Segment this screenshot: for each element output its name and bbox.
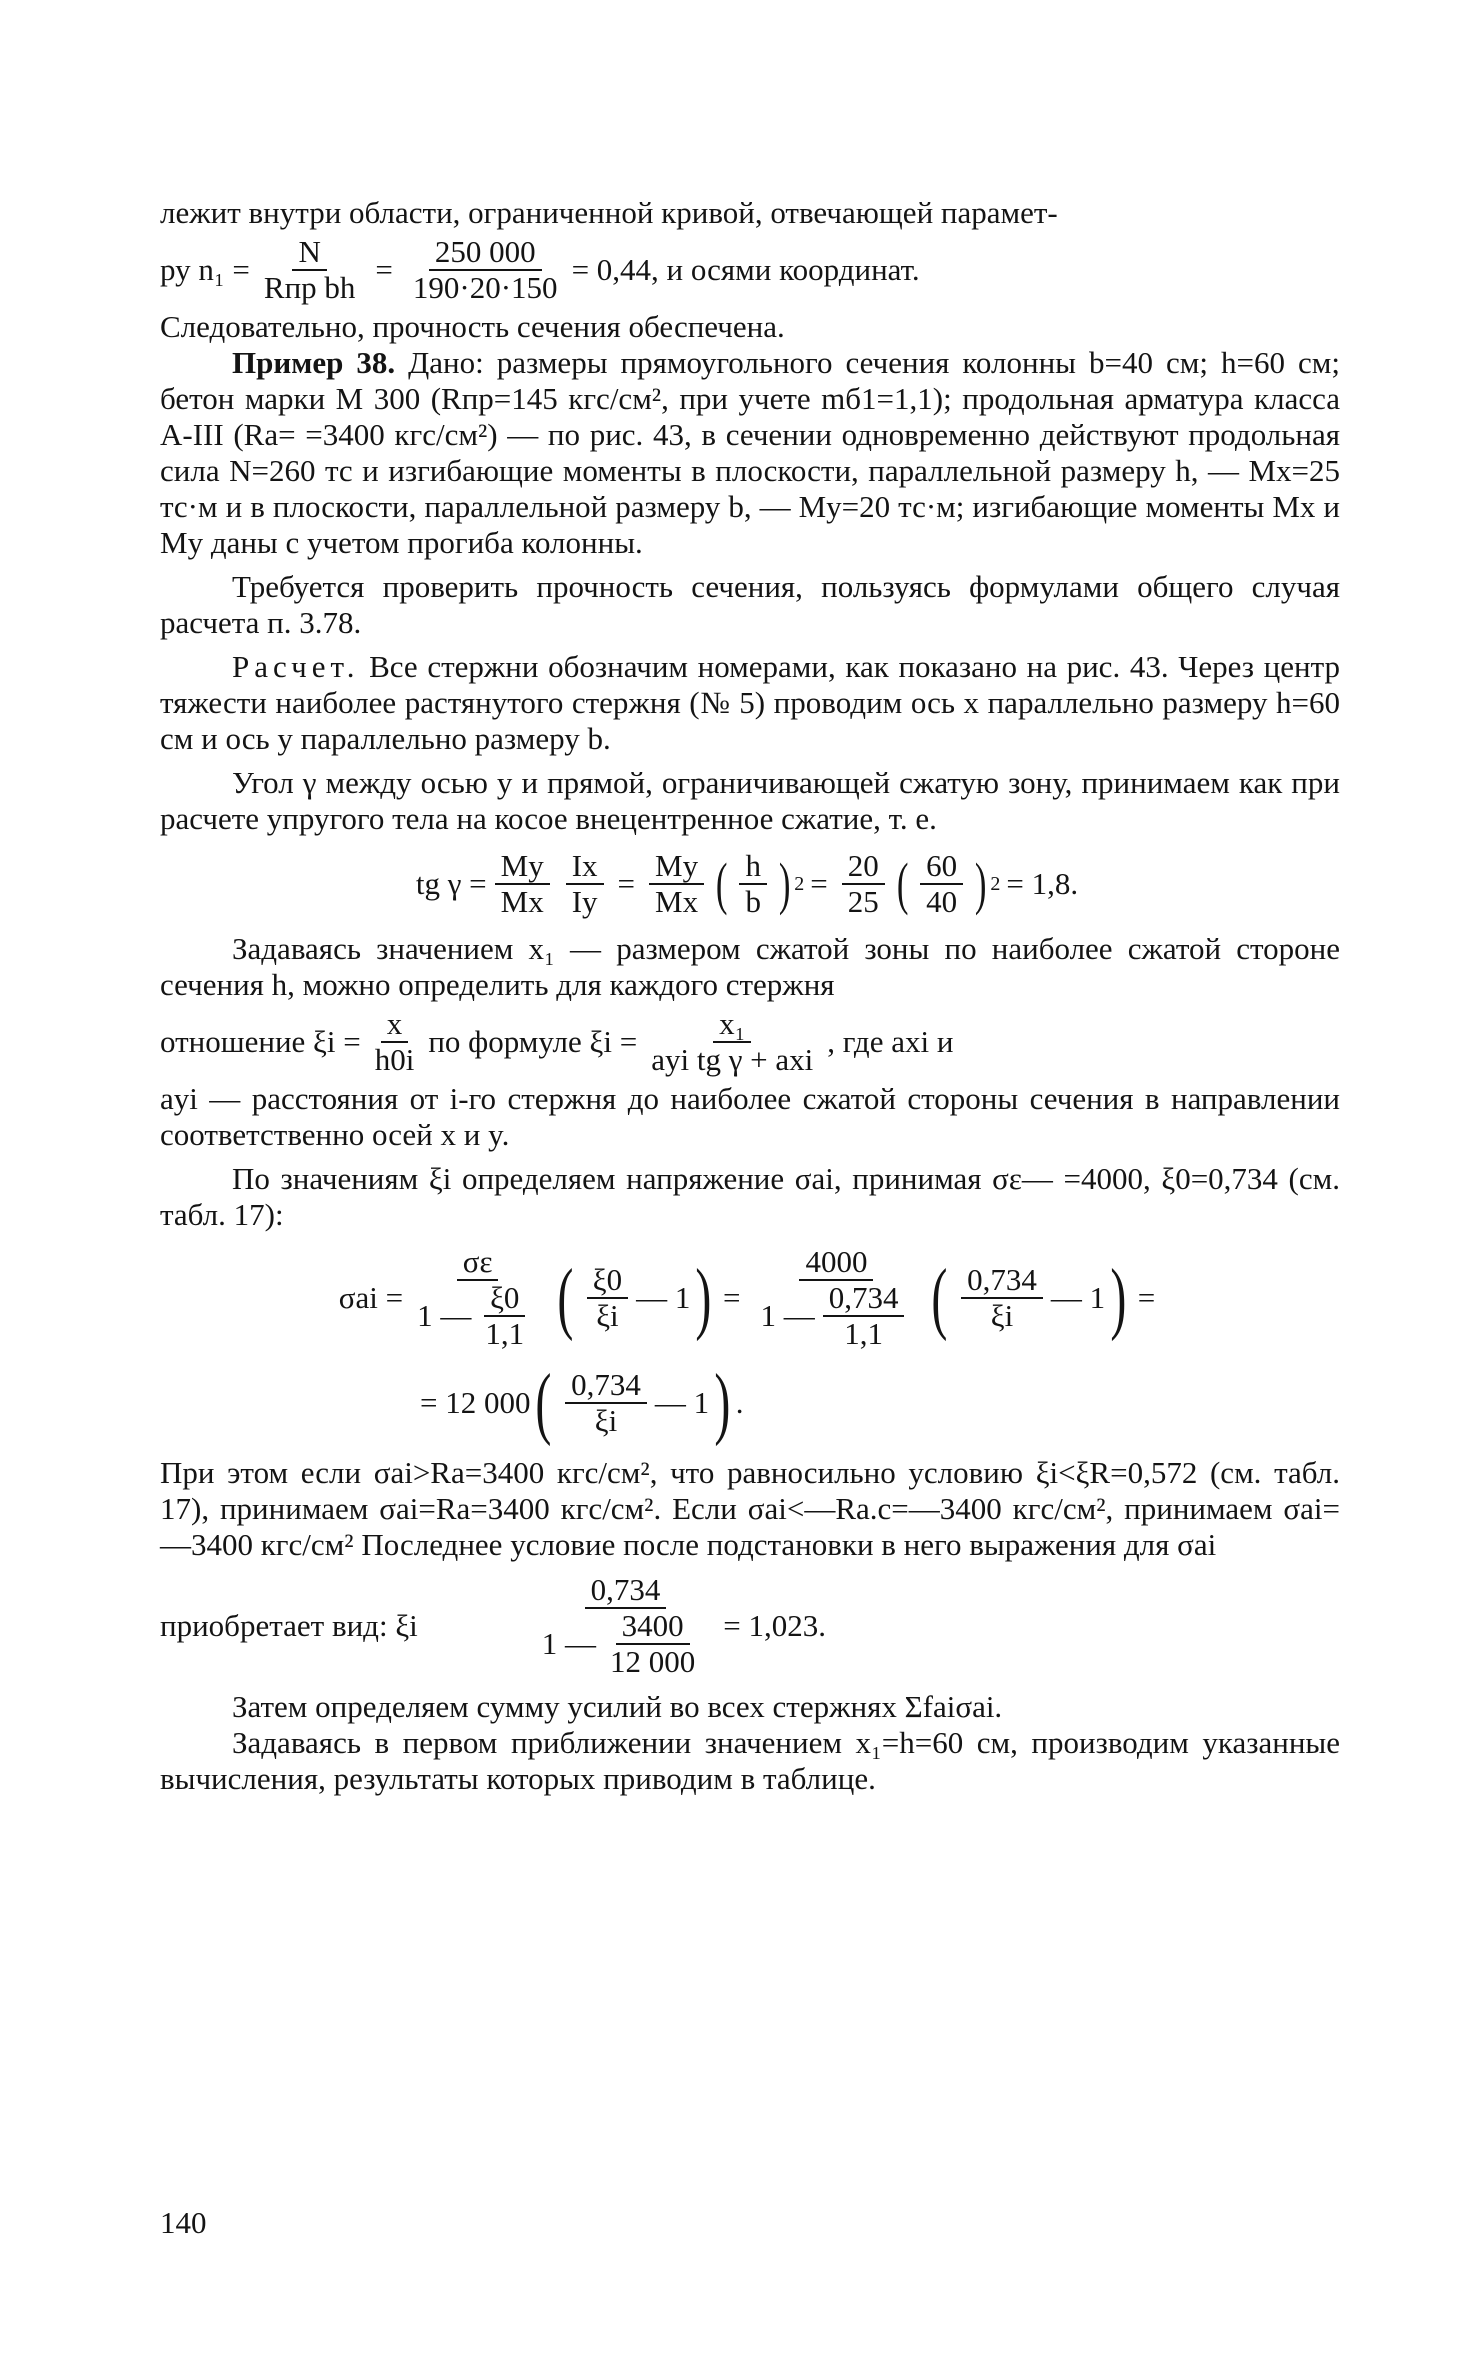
requirement-paragraph: Требуется проверить прочность сечения, пользуясь формулами общего случая расчета п. 3.78. [160,569,1340,640]
right-paren: ) [714,1359,731,1447]
calculation-paragraph [160,649,1340,757]
fraction [842,849,885,919]
acquires-lhs: приобретает вид: ξi [160,1608,418,1643]
example-text: Дано: размеры прямоугольного сечения колонны b=40 см; h=60 см; бетон марки М 300 (Rпр=145 кгс/см², при учете mб1=1,1); продольная арматура класса А-III (Rа= =3400 кгс/см²) — по рис. 43, в сечении одновременно действуют продольная сила N=260 тс и изгибающие моменты в плоскости, параллельной размеру h, — Mx=25 тс·м и в плоскости, параллельной размеру b, — My=20 тс·м; изгибающие моменты Mx и My даны с учетом прогиба колонны. [160,345,1340,560]
denominator: h0i [374,1042,415,1077]
fraction [645,1007,819,1077]
numerator: 0,734 [585,1573,667,1609]
formula-tg-gamma [160,849,1340,919]
fraction [536,1573,716,1679]
acquires-rhs: = 1,023. [723,1608,826,1643]
numerator: 4000 [799,1245,873,1281]
sigma-lhs: σai = [338,1280,404,1315]
example-paragraph [160,345,1340,561]
page-number: 140 [160,2205,207,2240]
x1-paragraph: Задаваясь значением x₁ — размером сжатой зоны по наиболее сжатой стороне сечения h, можно определить для каждого стержня [160,931,1340,1002]
right-paren: ) [695,1254,712,1342]
fraction [920,849,963,919]
right-paren: ) [1110,1254,1127,1342]
numerator: x [381,1007,409,1043]
numerator: 0,734 [961,1263,1043,1299]
fraction [407,235,564,305]
denominator: 1,1 [844,1316,883,1351]
example-label: Пример 38. [232,345,396,380]
numerator: My [495,849,550,885]
numerator: ξ0 [587,1263,628,1299]
denominator: ξi [594,1403,618,1438]
denominator: ξi [596,1298,619,1333]
denominator-lead: 1 — [417,1298,472,1333]
fraction [565,1368,647,1438]
fraction [369,1007,421,1077]
formula-n1 [160,235,1340,305]
fraction [649,849,704,919]
fraction [495,849,550,919]
denominator-lead: 1 — [541,1626,596,1661]
final-paragraph: Задаваясь в первом приближении значением x₁=h=60 см, производим указанные вычисления, результаты которых приводим в таблице. [160,1725,1340,1796]
angle-paragraph: Угол γ между осью y и прямой, ограничивающей сжатую зону, принимаем как при расчете упругого тела на косое внецентренное сжатие, т. е. [160,765,1340,836]
denominator: Mx [500,884,544,919]
fraction [258,235,362,305]
numerator: My [649,849,704,885]
denominator: ξi [990,1298,1014,1333]
formula-sigma-simplified [420,1359,1340,1447]
formula-sigma [160,1245,1340,1351]
formula-n1-rhs: = 0,44, и осями координат. [571,252,920,287]
numerator: Ix [566,849,604,885]
denominator [536,1609,716,1679]
denominator: 1,1 [485,1316,525,1351]
numerator: 60 [920,849,963,885]
fraction [961,1263,1043,1333]
numerator: N [292,235,326,271]
calculation-label: Расчет. [232,649,360,684]
minus-one: — 1 [636,1280,691,1315]
denominator: Iy [571,884,598,919]
left-paren: ( [557,1254,574,1342]
minus-one: — 1 [1050,1280,1106,1315]
equals-sign: = [1137,1280,1156,1315]
fraction [411,1245,544,1351]
numerator: 0,734 [823,1281,905,1317]
formula-n1-lhs: ру n₁ = [160,252,250,287]
numerator: h [739,849,767,885]
exponent: 2 [794,873,805,895]
condition-paragraph: При этом если σai>Rа=3400 кгс/см², что равносильно условию ξi<ξR=0,572 (см. табл. 17), принимаем σai=Rа=3400 кгс/см². Если σai<—Rа.с=—3400 кгс/см², принимаем σai=—3400 кгс/см² Последнее условие после подстановки в него выражения для σai [160,1455,1340,1562]
fraction [587,1263,628,1333]
right-paren: ) [778,851,791,916]
denominator [411,1281,544,1351]
formula-acquires [160,1573,1340,1679]
numerator: x₁ [713,1007,751,1043]
denominator [754,1281,918,1351]
numerator: 0,734 [565,1368,647,1404]
minus-one: — 1 [654,1385,710,1420]
right-paren: ) [974,851,987,916]
equals-sign: = [617,866,636,901]
equals-sign: = [810,866,828,901]
exponent: 2 [990,873,1001,895]
relation-mid: по формуле ξi = [428,1024,638,1059]
fraction [739,849,767,919]
fraction [479,1281,530,1351]
fraction [566,849,604,919]
numerator: ξ0 [484,1281,525,1317]
left-paren: ( [535,1359,552,1447]
calculation-text: Все стержни обозначим номерами, как показано на рис. 43. Через центр тяжести наиболее растянутого стержня (№ 5) проводим ось x параллельно размеру h=60 см и ось y параллельно размеру b. [160,649,1340,756]
denominator: 12 000 [610,1644,696,1679]
fraction [604,1609,701,1679]
sum-paragraph: Затем определяем сумму усилий во всех стержнях Σfaiσai. [232,1689,1003,1724]
left-paren: ( [896,851,909,916]
denominator-lead: 1 — [760,1298,815,1333]
relation-rhs: , где axi и [827,1024,954,1059]
paragraph-intro: лежит внутри области, ограниченной кривой, отвечающей парамет- [160,195,1058,230]
sigma2-lhs: = 12 000 [420,1385,531,1420]
page-body [160,195,1340,1797]
paragraph-conclusion: Следовательно, прочность сечения обеспечена. [160,309,785,344]
denominator: Rпр bh [263,270,356,305]
tg-result: = 1,8. [1006,866,1079,901]
denominator: 40 [926,884,958,919]
denominator: 190·20·150 [412,270,558,305]
equals-sign: = [722,1280,741,1315]
period: . [735,1385,744,1420]
fraction [823,1281,905,1351]
sigma-paragraph: По значениям ξi определяем напряжение σai, принимая σε— =4000, ξ0=0,734 (см. табл. 17): [160,1161,1340,1232]
numerator: 250 000 [429,235,542,271]
fraction [754,1245,918,1351]
equals-sign: = [375,252,393,287]
left-paren: ( [931,1254,948,1342]
numerator: 3400 [616,1609,690,1645]
denominator: ayi tg γ + axi [651,1042,814,1077]
denominator: 25 [847,884,879,919]
tg-lhs: tg γ = [415,866,487,901]
formula-relation [160,1007,1340,1077]
numerator: 20 [842,849,885,885]
relation-lhs: отношение ξi = [160,1024,361,1059]
denominator: b [745,884,761,919]
ayi-paragraph: ayi — расстояния от i-го стержня до наиболее сжатой стороны сечения в направлении соответственно осей x и y. [160,1081,1340,1152]
left-paren: ( [715,851,728,916]
numerator: σε [457,1245,499,1281]
denominator: Mx [655,884,699,919]
